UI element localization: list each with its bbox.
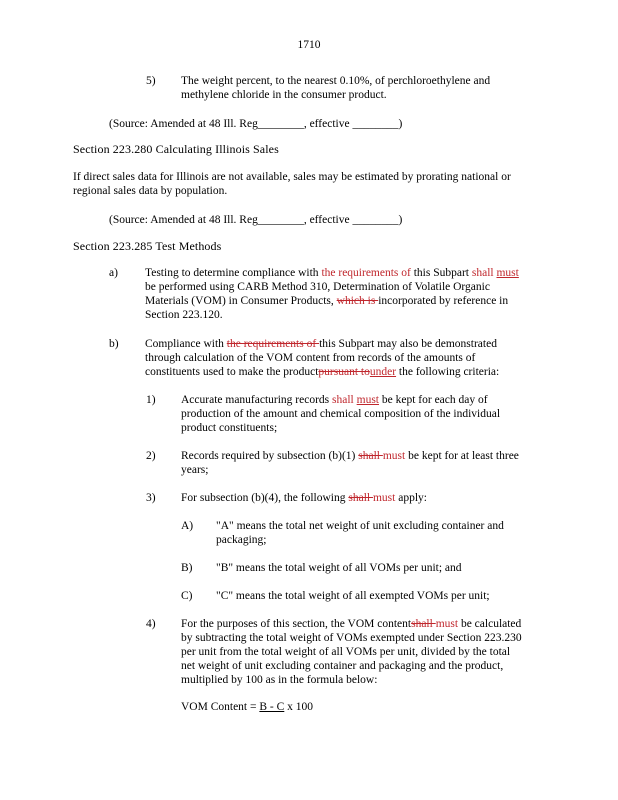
section-heading: Section 223.280 Calculating Illinois Sales (73, 142, 279, 156)
subitem-label: A) (181, 520, 194, 532)
source-note (109, 117, 402, 131)
text: be calculated (458, 618, 522, 630)
formula-numerator: B - C (259, 701, 285, 713)
formula-label: VOM Content = (181, 701, 260, 713)
text: production of the amount and chemical composition of the individual (181, 408, 501, 420)
inserted-text: the requirements of (321, 267, 414, 279)
text: For the purposes of this section, the VOM content (181, 618, 412, 630)
section-heading: Section 223.285 Test Methods (73, 239, 222, 253)
item-1-text (181, 393, 551, 435)
text: product constituents; (181, 422, 278, 434)
blank: ________ (257, 214, 304, 226)
text: Materials (VOM) in Consumer Products, (145, 295, 337, 307)
vom-formula (181, 700, 313, 714)
source-text: ) (398, 118, 403, 130)
subsection-b-text (145, 337, 545, 379)
deleted-text: shall (411, 618, 436, 630)
inserted-text: must (435, 618, 459, 630)
source-text: , effective (303, 214, 353, 226)
section-body: If direct sales data for Illinois are not available, sales may be estimated by prorating national or regional sales data by population. (73, 171, 511, 197)
text: "A" means the total net weight of unit excluding container and (216, 520, 504, 532)
text: Records required by subsection (b)(1) (181, 450, 359, 462)
text: multiplied by 100 as in the formula below: (181, 674, 378, 686)
source-text: , effective (303, 118, 353, 130)
item-2-text (181, 449, 551, 477)
subsection-label: b) (109, 338, 119, 350)
source-text: (Source: Amended at 48 Ill. Reg (109, 118, 258, 130)
subsection-label: a) (109, 267, 118, 279)
inserted-text: must (382, 450, 406, 462)
item-4-text (181, 617, 561, 687)
text: apply: (395, 492, 427, 504)
item-number: 4) (146, 618, 156, 630)
deleted-text: shall (348, 492, 373, 504)
inserted-text: must (496, 267, 519, 279)
blank: ________ (352, 214, 399, 226)
text: this Subpart may also be demonstrated (319, 338, 497, 350)
deleted-text: which is (336, 295, 379, 307)
source-text: (Source: Amended at 48 Ill. Reg (109, 214, 258, 226)
blank: ________ (257, 118, 304, 130)
blank: ________ (352, 118, 399, 130)
inserted-text: shall (332, 394, 357, 406)
text: per unit from the total weight of all VOMs per unit, divided by the total (181, 646, 511, 658)
text: constituents used to make the product (145, 366, 319, 378)
subitem-C-text: "C" means the total weight of all exempted VOMs per unit; (216, 590, 490, 602)
text: net weight of unit excluding container and packaging and the product, (181, 660, 504, 672)
subitem-A-text (216, 519, 504, 547)
text: be kept for at least three (405, 450, 519, 462)
text: by subtracting the total weight of VOMs exempted under Section 223.230 (181, 632, 522, 644)
item-text: The weight percent, to the nearest 0.10%, of perchloroethylene and methylene chloride in the consumer product. (181, 75, 491, 101)
inserted-text: must (372, 492, 396, 504)
text: be performed using CARB Method 310, Determination of Volatile Organic (145, 281, 490, 293)
deleted-text: pursuant to (318, 366, 370, 378)
inserted-text: must (356, 394, 380, 406)
inserted-text: shall (471, 267, 497, 279)
text: Section 223.120. (145, 309, 223, 321)
deleted-text: shall (358, 450, 383, 462)
text: packaging; (216, 534, 267, 546)
item-number: 5) (146, 75, 156, 87)
inserted-text: under (369, 366, 397, 378)
text: this Subpart (413, 267, 472, 279)
text: Accurate manufacturing records (181, 394, 333, 406)
text: For subsection (b)(4), the following (181, 492, 349, 504)
deleted-text: the requirements of (226, 338, 320, 350)
subsection-a-text (145, 266, 545, 322)
subitem-label: C) (181, 590, 193, 602)
source-text: ) (398, 214, 403, 226)
subitem-label: B) (181, 562, 193, 574)
text: years; (181, 464, 209, 476)
source-note (109, 213, 402, 227)
subitem-B-text: "B" means the total weight of all VOMs per unit; and (216, 562, 462, 574)
item-number: 2) (146, 450, 156, 462)
text: the following criteria: (396, 366, 500, 378)
page-number: 1710 (297, 39, 321, 51)
item-number: 3) (146, 492, 156, 504)
item-number: 1) (146, 394, 156, 406)
formula-tail: x 100 (284, 701, 314, 713)
text: Compliance with (145, 338, 227, 350)
text: through calculation of the VOM content from records of the amounts of (145, 352, 476, 364)
text: be kept for each day of (379, 394, 488, 406)
text: Testing to determine compliance with (145, 267, 322, 279)
item-3-text (181, 491, 427, 505)
text: incorporated by reference in (378, 295, 509, 307)
